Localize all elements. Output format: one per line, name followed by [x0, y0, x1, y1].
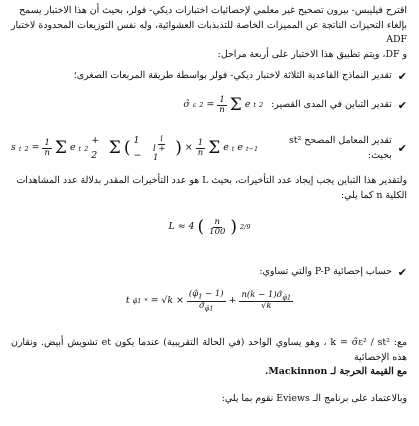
pp-statistic-formula: t φ̂1 * = √k × $\frac{(\varphî_1 - 1)}{\sigmâ_{\varphî1}}$ + $\frac{n(k - 1)\sigmâ_{\varphî1}}{√k}$ — [125, 289, 292, 313]
check-icon: ✔ — [397, 142, 407, 156]
conclusion-line-2: مع القيمة الحرجة لـ Mackinnon. — [265, 366, 407, 378]
check-icon: ✔ — [397, 98, 407, 112]
check-icon: ✔ — [397, 266, 407, 279]
step-3-text: تقدير المعامل المصحح st² بحيث: — [288, 135, 392, 161]
final-paragraph — [11, 392, 407, 407]
lag-formula: L ≈ 4 ( $\frac{n}{100}$ ) 2/9 — [168, 216, 251, 237]
intro-line-1: اقترح فيليبس- بيرون تصحيح غير معلمي لإحصائيات اختبارات ديكي- فولر، بحيث أن هذا الاختبار يسمح — [19, 5, 407, 16]
final-line: وبالاعتماد على برنامج الـ Eviews نقوم بما يلي: — [221, 393, 407, 404]
lag-line-2: الكلية n كما يلي: — [340, 189, 407, 201]
check-icon: ✔ — [397, 70, 407, 83]
lag-paragraph — [11, 174, 407, 203]
conclusion-line-1: مع: k = σ̂ε² / st² ، وهو يساوي الواحد (في الحالة التقريبية) عندما يكون et تشويش أبيض. ونقارن هذه الإحصائية — [11, 337, 407, 363]
lag-line-1: ولتقدير هذا التباين يجب إيجاد عدد التأخيرات، بحيث L هو عدد التأخيرات المقدر بدلالة عدد المشاهدات — [16, 175, 407, 186]
step-4 — [11, 264, 407, 281]
step-3 — [11, 134, 407, 163]
step-2-text: تقدير التباين في المدى القصير: — [271, 99, 392, 111]
intro-line-2: بإلغاء التحيزات الناتجة عن المميزات الخاصة للتذبذبات العشوائية، وله نفس التوزيعات المحدودة لاختبار ADF — [11, 19, 407, 46]
intro-line-3: و DF، ويتم تطبيق هذا الاختبار على أربعة مراحل: — [217, 48, 407, 60]
step-1 — [11, 68, 407, 85]
conclusion-paragraph — [11, 336, 407, 380]
correction-factor-formula: s t 2 = $\frac{1}{n}$ Σ e t 2 + 2 Σ ( 1 − $\frac{i}{l + 1}$ ) × $\frac{1}{n}$ Σ e t e t−1 — [11, 133, 259, 163]
step-2 — [11, 96, 407, 115]
step-1-text: تقدير النماذج القاعدية الثلاثة لاختبار ديكي- فولر بواسطة طريقة المربعات الصغرى؛ — [73, 70, 392, 82]
short-variance-formula: σ̂ ε 2 = $\frac{1}{n}$ Σ e t 2 — [183, 94, 264, 115]
step-4-text: حساب إحصائية P-P والتي تساوي: — [259, 266, 392, 278]
intro-paragraph — [11, 4, 407, 62]
